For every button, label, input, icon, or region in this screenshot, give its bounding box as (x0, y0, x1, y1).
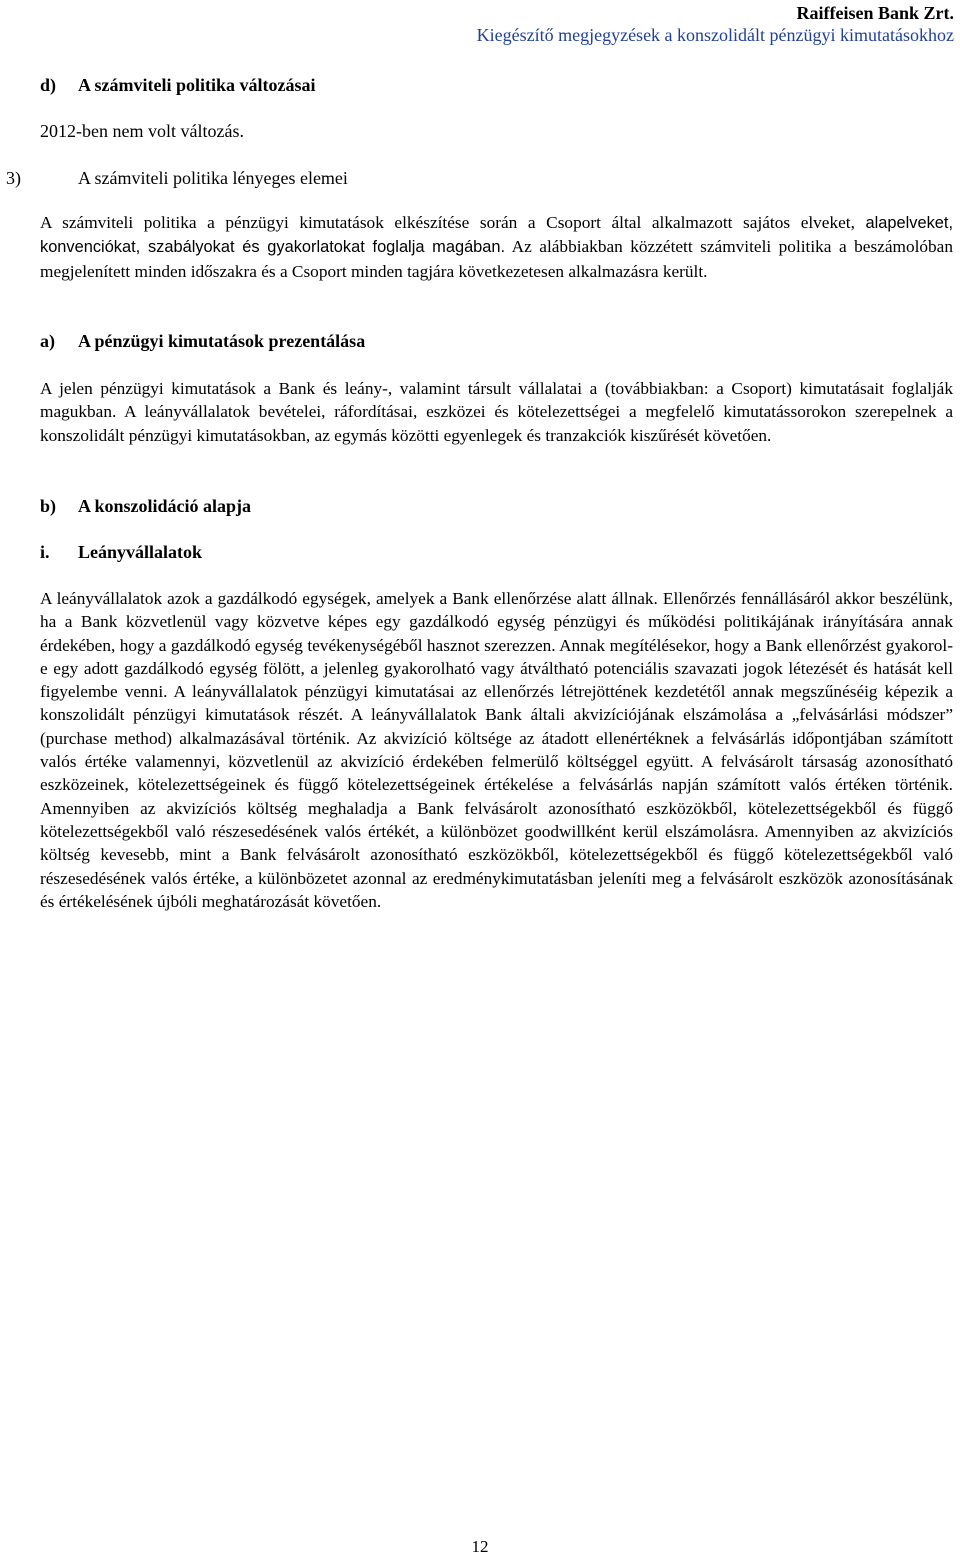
section-d-text: 2012-ben nem volt változás. (40, 121, 244, 141)
section-b-heading (40, 495, 251, 517)
section-i-paragraph: A leányvállalatok azok a gazdálkodó egységek, amelyek a Bank ellenőrzése alatt állnak. Ellenőrzés fennállásáról akkor beszélünk, ha a Bank közvetlenül vagy közvetve képes egy gazdálkodó egység pénzügyi és működési politikájának irányítására annak érdekében, hogy a gazdálkodó egység tevékenységéből hasznot szerezzen. Annak megítélésekor, hogy a Bank ellenőrzést gyakorol-e egy adott gazdálkodó egység fölött, a jelenleg gyakorolható vagy átváltható potenciális szavazati jogok létezését és hatását kell figyelembe venni. A leányvállalatok pénzügyi kimutatásai az ellenőrzés létrejöttének kezdetétől annak megszűnéséig képezik a konszolidált pénzügyi kimutatások részét. A leányvállalatok Bank általi akvizíciójának elszámolása a „felvásárlási módszer” (purchase method) alkalmazásával történik. Az akvizíció költsége az átadott ellenértéknek a felvásárlás időpontjában számított valós értéke valamennyi, közvetlenül az akvizíció érdekében felmerülő költséggel együtt. A felvásárolt társaság azonosítható eszközeinek, kötelezettségeinek és függő kötelezettségeinek értékelése a felvásárlás napján számított valós értéken történik. Amennyiben az akvizíciós költség meghaladja a Bank felvásárolt azonosítható eszközökből, kötelezettségekből és függő kötelezettségekből való részesedésének valós értékét, a különbözet goodwillként kerül elszámolásra. Amennyiben az akvizíciós költség kevesebb, mint a Bank felvásárolt azonosítható eszközökből, kötelezettségekből és függő kötelezettségekből való részesedésének valós értéke, a különbözetet azonnal az eredménykimutatásban jeleníti meg a felvásárolt eszközök azonosításának és értékelésének újbóli meghatározását követően. (40, 589, 953, 911)
section-3-para-part3: Az alábbiakban közzétett számviteli politika a beszámolóban megjelenített minden időszakra és a Csoport minden tagjára következetesen alkalmazásra került. (40, 237, 953, 281)
section-d-title: A számviteli politika változásai (78, 75, 316, 95)
section-3-title: A számviteli politika lényeges elemei (78, 168, 348, 188)
section-a-paragraph: A jelen pénzügyi kimutatások a Bank és leány-, valamint társult vállalatai a (továbbiakban: a Csoport) kimutatásait foglalják magukban. A leányvállalatok bevételei, ráfordításai, eszközei és kötelezettségei a megfelelő kimutatássorokon szerepelnek a konszolidált pénzügyi kimutatásokban, az egymás közötti egyenlegek és tranzakciók kiszűrését követően. (40, 379, 953, 445)
section-3-para-part1: A számviteli politika a pénzügyi kimutatások elkészítése során a Csoport által alkalmazott sajátos elveket, (40, 213, 855, 232)
section-3-label: 3) (6, 168, 21, 188)
section-3-heading (6, 167, 348, 189)
bank-name: Raiffeisen Bank Zrt. (796, 3, 954, 23)
section-i-title: Leányvállalatok (78, 542, 203, 562)
section-3-para-part2: alapelveket, konvenciókat, szabályokat és gyakorlatokat foglalja magában. (40, 214, 954, 257)
section-3-paragraph (40, 211, 953, 283)
section-i-heading (40, 541, 202, 563)
section-i-label: i. (40, 542, 50, 562)
page-number: 12 (471, 1537, 489, 1556)
section-a-heading (40, 330, 365, 352)
section-b-title: A konszolidáció alapja (78, 496, 252, 516)
page-header (477, 2, 954, 46)
section-a-label: a) (40, 331, 55, 351)
document-subtitle: Kiegészítő megjegyzések a konszolidált pénzügyi kimutatásokhoz (476, 25, 954, 45)
section-b-label: b) (40, 496, 57, 516)
section-a-title: A pénzügyi kimutatások prezentálása (78, 331, 366, 351)
section-d-heading (40, 74, 316, 96)
section-d-label: d) (40, 75, 57, 95)
